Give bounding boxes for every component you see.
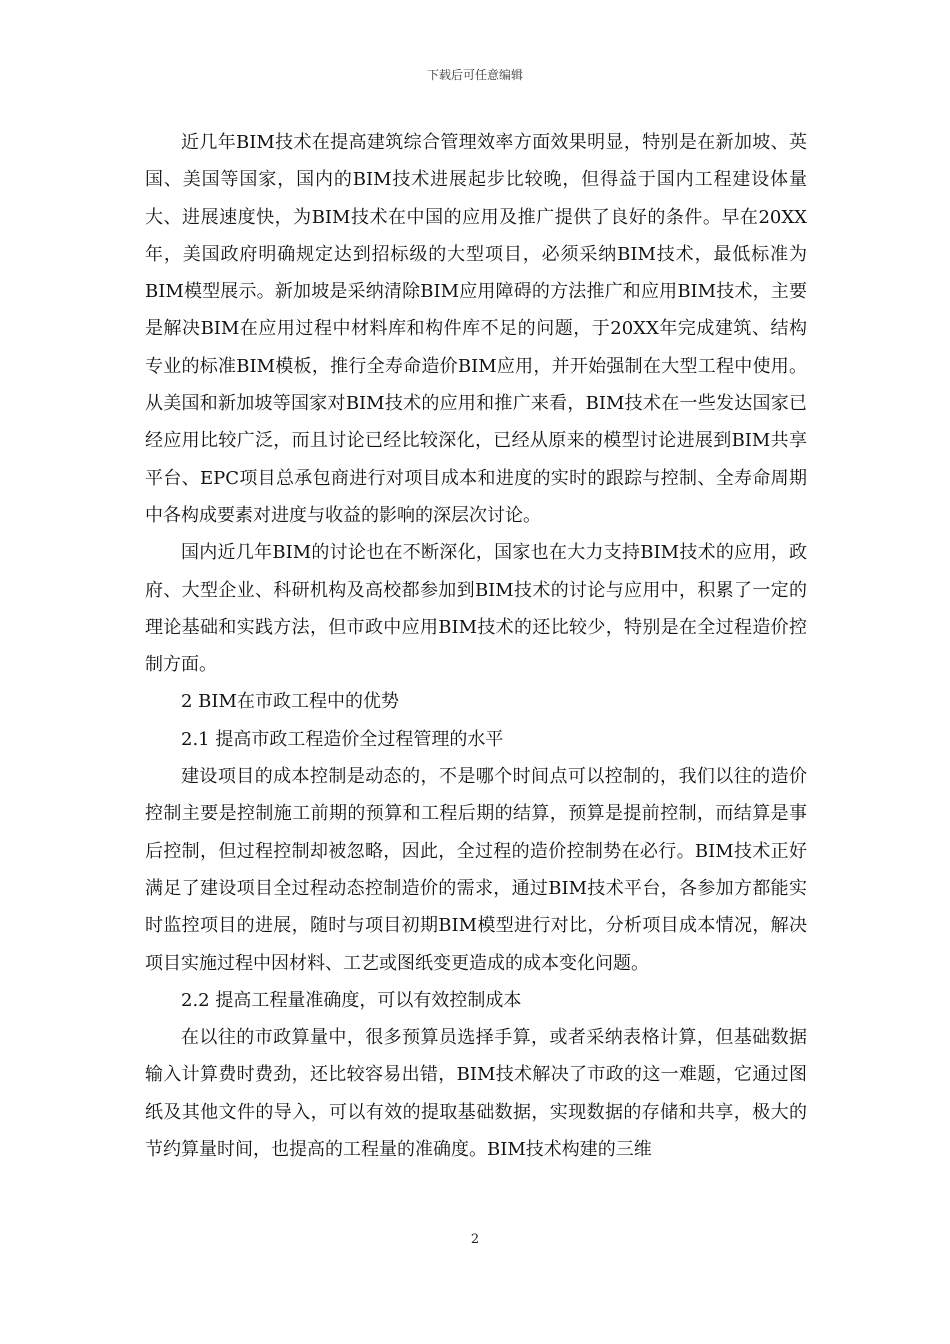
page-header-note: 下载后可任意编辑 (426, 68, 523, 82)
paragraph-bim-abroad: 近几年BIM技术在提高建筑综合管理效率方面效果明显，特别是在新加坡、英国、美国等国家，国内的BIM技术进展起步比较晚，但得益于国内工程建设体量大、进展速度快，为BIM技术在中国的应用及推广提供了良好的条件。早在20XX年，美国政府明确规定达到招标级的大型项目，必须采纳BIM技术，最低标准为BIM模型展示。新加坡是采纳清除BIM应用障碍的方法推广和应用BIM技术，主要是解决BIM在应用过程中材料库和构件库不足的问题，于20XX年完成建筑、结构专业的标准BIM模板，推行全寿命造价BIM应用，并开始强制在大型工程中使用。从美国和新加坡等国家对BIM技术的应用和推广来看，BIM技术在一些发达国家已经应用比较广泛，而且讨论已经比较深化，已经从原来的模型讨论进展到BIM共享平台、EPC项目总承包商进行对项目成本和进度的实时的跟踪与控制、全寿命周期中各构成要素对进度与收益的影响的深层次讨论。 (145, 132, 807, 526)
document-body (145, 124, 807, 1168)
page-number: 2 (470, 1232, 480, 1247)
section-heading-2-2: 2.2 提高工程量准确度，可以有效控制成本 (181, 989, 522, 1011)
paragraph-bim-domestic: 国内近几年BIM的讨论也在不断深化，国家也在大力支持BIM技术的应用，政府、大型企业、科研机构及高校都参加到BIM技术的讨论与应用中，积累了一定的理论基础和实践方法，但市政中应用BIM技术的还比较少，特别是在全过程造价控制方面。 (145, 542, 807, 676)
section-heading-2: 2 BIM在市政工程中的优势 (181, 691, 399, 713)
section-heading-2-1: 2.1 提高市政工程造价全过程管理的水平 (181, 728, 504, 750)
paragraph-quantity-accuracy: 在以往的市政算量中，很多预算员选择手算，或者采纳表格计算，但基础数据输入计算费时费劲，还比较容易出错，BIM技术解决了市政的这一难题，它通过图纸及其他文件的导入，可以有效的提取基础数据，实现数据的存储和共享，极大的节约算量时间，也提高的工程量的准确度。BIM技术构建的三维 (145, 1027, 807, 1161)
paragraph-cost-control: 建设项目的成本控制是动态的，不是哪个时间点可以控制的，我们以往的造价控制主要是控制施工前期的预算和工程后期的结算，预算是提前控制，而结算是事后控制，但过程控制却被忽略，因此，全过程的造价控制势在必行。BIM技术正好满足了建设项目全过程动态控制造价的需求，通过BIM技术平台，各参加方都能实时监控项目的进展，随时与项目初期BIM模型进行对比，分析项目成本情况，解决项目实施过程中因材料、工艺或图纸变更造成的成本变化问题。 (145, 766, 807, 974)
